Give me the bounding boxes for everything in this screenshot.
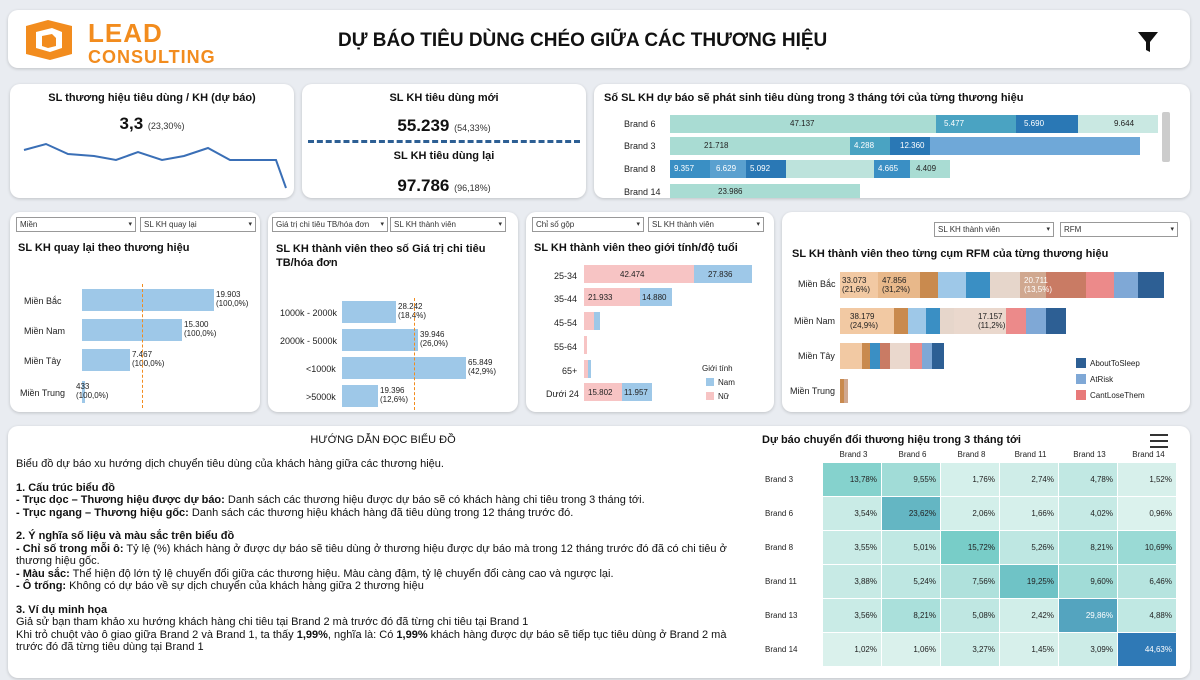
forecast-data-label: 5.690 (1024, 119, 1045, 128)
spend-label: 1000k - 2000k (280, 308, 338, 318)
forecast-row-label: Brand 6 (624, 119, 656, 129)
guide-section-2-title: 2. Ý nghĩa số liệu và màu sắc trên biểu đồ (16, 530, 235, 542)
rfm-stacked-bar[interactable] (840, 343, 944, 369)
heatmap-cell[interactable]: 5,01% (882, 531, 941, 565)
forecast-data-label: 23.986 (718, 187, 743, 196)
female-legend-label: Nữ (718, 392, 730, 401)
heatmap-cell[interactable]: 10,69% (1118, 531, 1177, 565)
gender-age-card (526, 212, 774, 412)
heatmap-column-header: Brand 8 (957, 450, 986, 459)
heatmap-cell[interactable]: 5,26% (1000, 531, 1059, 565)
female-legend-swatch (706, 392, 714, 400)
heatmap-column-headers (824, 450, 1184, 459)
kpi-new-return-card (302, 84, 586, 198)
heatmap-cell[interactable]: 3,55% (823, 531, 882, 565)
heatmap-cell[interactable]: 3,56% (823, 599, 882, 633)
combined-index-select[interactable]: Chỉ số gộp ▾ (532, 217, 644, 232)
guide-section-3-title: 3. Ví dụ minh họa (16, 603, 108, 616)
legend-swatch-cant-lose-them (1076, 390, 1086, 400)
rfm-segment[interactable] (1114, 272, 1138, 298)
forecast-stacked-bar-card (594, 84, 1190, 198)
forecast-data-label: 6.629 (716, 164, 737, 173)
forecast-data-label: 21.718 (704, 141, 729, 150)
return-value: 19.903 (100,0%) (216, 290, 249, 308)
rfm-title: SL KH thành viên theo từng cụm RFM của từng thương hiệu (792, 248, 1109, 260)
rfm-data-label: 20.711 (13,5%) (1024, 276, 1053, 294)
forecast-data-label: 4.409 (916, 164, 937, 173)
heatmap-row-label: Brand 11 (761, 565, 823, 599)
rfm-segment[interactable] (862, 343, 870, 369)
kpi-return-value (302, 176, 586, 196)
rfm-segment[interactable] (990, 272, 1020, 298)
heatmap-column-header: Brand 14 (1132, 450, 1165, 459)
spend-label: >5000k (306, 392, 336, 402)
rfm-data-label: 17.157 (11,2%) (978, 312, 1006, 330)
return-bar[interactable] (82, 289, 214, 311)
female-value: 21.933 (588, 293, 613, 302)
heatmap-cell[interactable]: 1,02% (823, 633, 882, 667)
rfm-segment[interactable] (840, 343, 862, 369)
return-chart-title: SL KH quay lại theo thương hiệu (18, 242, 190, 254)
heatmap-row-label: Brand 14 (761, 633, 823, 667)
rfm-segment[interactable] (1006, 308, 1026, 334)
header-bar (8, 10, 1190, 68)
spend-label: 2000k - 5000k (280, 336, 338, 346)
heatmap-cell[interactable]: 2,42% (1000, 599, 1059, 633)
heatmap-cell[interactable]: 5,24% (882, 565, 941, 599)
female-value: 42.474 (620, 270, 645, 279)
heatmap-row-label: Brand 3 (761, 463, 823, 497)
member-metric-select-value: SL KH thành viên (394, 220, 456, 229)
kpi-value-pct: (23,30%) (147, 121, 185, 131)
logo-text-lead: LEAD (88, 18, 163, 48)
gender-metric-select[interactable]: SL KH thành viên ▾ (648, 217, 764, 232)
rfm-data-label: 38.179 (24,9%) (850, 312, 879, 330)
hamburger-menu-icon[interactable] (1150, 434, 1168, 448)
heatmap-cell[interactable]: 3,88% (823, 565, 882, 599)
region-select-value: Miền (20, 220, 38, 229)
forecast-bar-segment[interactable] (786, 160, 874, 178)
page-title: DỰ BÁO TIÊU DÙNG CHÉO GIỮA CÁC THƯƠNG HIỆU (338, 30, 828, 51)
kpi-title: SL thương hiệu tiêu dùng / KH (dự báo) (48, 92, 256, 104)
rfm-segment[interactable] (1046, 308, 1066, 334)
heatmap-cell[interactable]: 13,78% (823, 463, 882, 497)
heatmap-row (761, 463, 1177, 497)
heatmap-cell[interactable]: 6,46% (1118, 565, 1177, 599)
return-value: 7.467 (100,0%) (132, 350, 165, 368)
kpi-value (10, 114, 294, 134)
kpi-value-number: 3,3 (119, 114, 144, 133)
heatmap-cell[interactable]: 44,63% (1118, 633, 1177, 667)
rfm-segment[interactable] (844, 379, 848, 403)
female-bar[interactable] (584, 312, 594, 330)
rfm-segment[interactable] (910, 343, 922, 369)
heatmap-cell[interactable]: 9,60% (1059, 565, 1118, 599)
age-label: 35-44 (554, 294, 578, 304)
member-value-value: 19.396 (12,6%) (380, 386, 409, 404)
heatmap-cell[interactable]: 1,66% (1000, 497, 1059, 531)
rfm-metric-select-value: SL KH thành viên (938, 225, 1000, 234)
male-value: 11.957 (624, 388, 648, 397)
rfm-segment[interactable] (926, 308, 940, 334)
age-label: 45-54 (554, 318, 578, 328)
guide-text: Biểu đồ dự báo xu hướng dịch chuyển tiêu dùng của khách hàng giữa các thương hiệu. 1. Cấu trúc biểu đồ - Trục dọc – Thương hiệu được dự báo: Danh sách các thương hiệu được dự báo sẽ có khách hàng chi tiêu trong 3 tháng tới. - Trục ngang – Thương hiệu gốc: Danh sách các thương hiệu khách hàng đã tiêu dùng trong 12 tháng trước đó. 2. Ý nghĩa số liệu và màu sắc trên biểu đồ - Chỉ số trong mỗi ô: Tỷ lệ (%) khách hàng ở được dự báo sẽ tiêu dùng ở thương hiệu được dự báo mà trong 12 tháng trước đó đã có chi tiêu ở thương hiệu gốc. - Màu sắc: Thể hiện độ lớn tỷ lệ chuyển đổi giữa các thương hiệu. Màu càng đậm, tỷ lệ chuyển đổi càng cao và ngược lại. - Ô trống: Không có dự báo về sự dịch chuyển của khách hàng giữa 2 thương hiệu 3. Ví dụ minh họa Giả sử bạn tham khảo xu hướng khách hàng chi tiêu tại Brand 2 mà trước đó đã từng chi tiêu tại Brand 1 Khi trỏ chuột vào ô giao giữa Brand 2 và Brand 1, ta thấy 1,99%, nghĩa là: Có 1,99% khách hàng được dự báo sẽ tiếp tục tiêu dùng ở Brand 2 mà trước đó đã từng tiêu dùng tại Brand 1 (16, 458, 756, 654)
scrollbar[interactable] (1162, 112, 1170, 162)
kpi-return-title: SL KH tiêu dùng lại (393, 150, 495, 162)
forecast-title: Số SL KH dự báo sẽ phát sinh tiêu dùng trong 3 tháng tới của từng thương hiệu (604, 92, 1024, 104)
heatmap-cell[interactable]: 8,21% (1059, 531, 1118, 565)
rfm-segment[interactable] (932, 343, 944, 369)
male-legend-label: Nam (718, 378, 735, 387)
heatmap-cell[interactable]: 8,21% (882, 599, 941, 633)
male-value: 14.880 (642, 293, 667, 302)
rfm-segment[interactable] (1138, 272, 1164, 298)
forecast-data-label: 12.360 (900, 141, 925, 150)
heatmap-row-label: Brand 6 (761, 497, 823, 531)
forecast-data-label: 5.477 (944, 119, 965, 128)
legend-swatch-about-to-sleep (1076, 358, 1086, 368)
heatmap-cell[interactable]: 4,78% (1059, 463, 1118, 497)
rfm-region-label: Miền Trung (790, 386, 836, 396)
forecast-data-label: 4.665 (878, 164, 899, 173)
age-label: 25-34 (554, 271, 578, 281)
lead-consulting-logo (22, 18, 252, 67)
heatmap-title: Dự báo chuyển đổi thương hiệu trong 3 tháng tới (762, 434, 1021, 446)
rfm-segment[interactable] (922, 343, 932, 369)
heatmap-row-label: Brand 13 (761, 599, 823, 633)
metric-select-value: SL KH quay lại (144, 220, 197, 229)
logo-text-consulting: CONSULTING (88, 47, 216, 67)
member-value-bar[interactable] (342, 357, 466, 379)
guide-title: HƯỚNG DẪN ĐỌC BIỂU ĐỒ (310, 434, 456, 446)
rfm-card (782, 212, 1190, 412)
logo-mark-icon (22, 18, 80, 62)
heatmap-row (761, 531, 1177, 565)
forecast-data-label: 47.137 (790, 119, 815, 128)
heatmap-cell[interactable]: 1,06% (882, 633, 941, 667)
rfm-segment[interactable] (920, 272, 938, 298)
heatmap-column-header: Brand 3 (839, 450, 868, 459)
gender-metric-select-value: SL KH thành viên (652, 220, 714, 229)
forecast-data-label: 9.357 (674, 164, 695, 173)
rfm-data-label: 47.856 (31,2%) (882, 276, 911, 294)
rfm-segment[interactable] (966, 272, 990, 298)
spend-select[interactable]: Giá trị chi tiêu TB/hóa đơn ▾ (272, 217, 388, 232)
divider (308, 140, 580, 143)
member-value-title: SL KH thành viên theo số Giá trị chi tiêu TB/hóa đơn (276, 243, 486, 269)
forecast-bar-segment[interactable] (670, 184, 860, 198)
forecast-row-label: Brand 3 (624, 141, 656, 151)
heatmap-cell[interactable]: 2,74% (1000, 463, 1059, 497)
heatmap-cell[interactable]: 23,62% (882, 497, 941, 531)
forecast-bar-segment[interactable] (930, 137, 1140, 155)
heatmap-cell[interactable]: 5,08% (941, 599, 1000, 633)
male-bar[interactable] (588, 360, 591, 378)
heatmap-cell[interactable]: 4,88% (1118, 599, 1177, 633)
rfm-metric-select[interactable]: SL KH thành viên ▾ (934, 222, 1054, 237)
heatmap-cell[interactable]: 7,56% (941, 565, 1000, 599)
legend-label: CantLoseThem (1090, 391, 1145, 400)
heatmap-row-label: Brand 8 (761, 531, 823, 565)
forecast-bar-segment[interactable] (670, 137, 850, 155)
heatmap-column-header: Brand 11 (1014, 450, 1047, 459)
heatmap-cell[interactable]: 9,55% (882, 463, 941, 497)
rfm-segment[interactable] (890, 343, 910, 369)
heatmap-cell[interactable]: 3,27% (941, 633, 1000, 667)
return-bar[interactable] (82, 349, 130, 371)
member-metric-select[interactable]: SL KH thành viên ▾ (390, 217, 506, 232)
rfm-stacked-bar[interactable] (840, 379, 848, 403)
male-value: 27.836 (708, 270, 733, 279)
guide-intro: Biểu đồ dự báo xu hướng dịch chuyển tiêu dùng của khách hàng giữa các thương hiệu. (16, 458, 444, 470)
member-value-card (268, 212, 518, 412)
metric-select[interactable]: SL KH quay lại ▾ (140, 217, 256, 232)
heatmap-cell[interactable]: 2,06% (941, 497, 1000, 531)
legend-label: AtRisk (1090, 375, 1114, 384)
rfm-segment[interactable] (938, 272, 966, 298)
rfm-region-label: Miền Tây (798, 351, 835, 361)
rfm-region-label: Miền Nam (794, 316, 836, 326)
reference-line (414, 298, 415, 410)
forecast-data-label: 9.644 (1114, 119, 1135, 128)
member-value-bar[interactable] (342, 301, 396, 323)
rfm-segment[interactable] (908, 308, 926, 334)
region-label: Miền Nam (24, 326, 66, 336)
rfm-segment[interactable] (880, 343, 890, 369)
male-bar[interactable] (594, 312, 600, 330)
spend-label: <1000k (306, 364, 336, 374)
gender-legend-title: Giới tính (702, 364, 733, 373)
age-label: Dưới 24 (546, 389, 579, 399)
return-bar[interactable] (82, 319, 182, 341)
heatmap-column-header: Brand 13 (1073, 450, 1106, 459)
region-label: Miền Tây (24, 356, 61, 366)
heatmap-cell[interactable]: 1,76% (941, 463, 1000, 497)
heatmap-cell[interactable]: 0,96% (1118, 497, 1177, 531)
region-label: Miền Trung (20, 388, 66, 398)
rfm-select[interactable]: RFM ▾ (1060, 222, 1178, 237)
legend-swatch-at-risk (1076, 374, 1086, 384)
heatmap-row (761, 599, 1177, 633)
kpi-new-value (302, 116, 586, 136)
member-value-value: 65.849 (42,9%) (468, 358, 497, 376)
rfm-segment[interactable] (870, 343, 880, 369)
kpi-new-title: SL KH tiêu dùng mới (389, 92, 499, 104)
rfm-region-label: Miền Bắc (798, 279, 836, 289)
return-customers-card (10, 212, 260, 412)
forecast-row-label: Brand 8 (624, 164, 656, 174)
legend-label: AboutToSleep (1090, 359, 1140, 368)
male-legend-swatch (706, 378, 714, 386)
heatmap-cell[interactable]: 3,54% (823, 497, 882, 531)
spend-select-value: Giá trị chi tiêu TB/hóa đơn (276, 220, 370, 229)
gender-age-title: SL KH thành viên theo giới tính/độ tuổi (534, 242, 738, 254)
kpi-return-pct: (96,18%) (454, 183, 491, 193)
heatmap-cell[interactable]: 15,72% (941, 531, 1000, 565)
return-value: 433 (100,0%) (76, 382, 109, 400)
rfm-segment[interactable] (894, 308, 908, 334)
female-bar[interactable] (584, 336, 587, 354)
region-select[interactable]: Miền ▾ (16, 217, 136, 232)
member-value-bar[interactable] (342, 385, 378, 407)
heatmap-row (761, 633, 1177, 667)
rfm-segment[interactable] (1086, 272, 1114, 298)
heatmap-cell[interactable]: 19,25% (1000, 565, 1059, 599)
member-value-value: 39.946 (26,0%) (420, 330, 449, 348)
heatmap-cell[interactable]: 3,09% (1059, 633, 1118, 667)
forecast-row-label: Brand 14 (624, 187, 661, 197)
rfm-segment[interactable] (940, 308, 954, 334)
heatmap-column-header: Brand 6 (898, 450, 927, 459)
heatmap-cell[interactable]: 29,86% (1059, 599, 1118, 633)
heatmap-row (761, 497, 1177, 531)
guide-heatmap-card (8, 426, 1190, 678)
rfm-data-label: 33.073 (21,6%) (842, 276, 871, 294)
guide-section-1-title: 1. Cấu trúc biểu đồ (16, 481, 116, 494)
trend-sparkline (20, 140, 290, 194)
rfm-select-value: RFM (1064, 225, 1082, 234)
forecast-data-label: 4.288 (854, 141, 875, 150)
age-label: 55-64 (554, 342, 578, 352)
age-label: 65+ (562, 366, 578, 376)
heatmap-row (761, 565, 1177, 599)
return-value: 15.300 (100,0%) (184, 320, 217, 338)
heatmap-cell[interactable]: 1,45% (1000, 633, 1059, 667)
heatmap-cell[interactable]: 1,52% (1118, 463, 1177, 497)
member-value-bar[interactable] (342, 329, 418, 351)
female-value: 15.802 (588, 388, 613, 397)
reference-line (142, 284, 143, 408)
kpi-brands-per-customer-card (10, 84, 294, 198)
filter-icon[interactable] (1136, 30, 1160, 54)
forecast-data-label: 5.092 (750, 164, 771, 173)
kpi-return-number: 97.786 (397, 176, 450, 195)
member-value-value: 28.242 (18,4%) (398, 302, 427, 320)
heatmap-table (760, 462, 1177, 667)
combined-index-select-value: Chỉ số gộp (536, 220, 575, 229)
rfm-segment[interactable] (1026, 308, 1046, 334)
region-label: Miền Bắc (24, 296, 62, 306)
kpi-new-pct: (54,33%) (454, 123, 491, 133)
kpi-new-number: 55.239 (397, 116, 450, 135)
heatmap-cell[interactable]: 4,02% (1059, 497, 1118, 531)
